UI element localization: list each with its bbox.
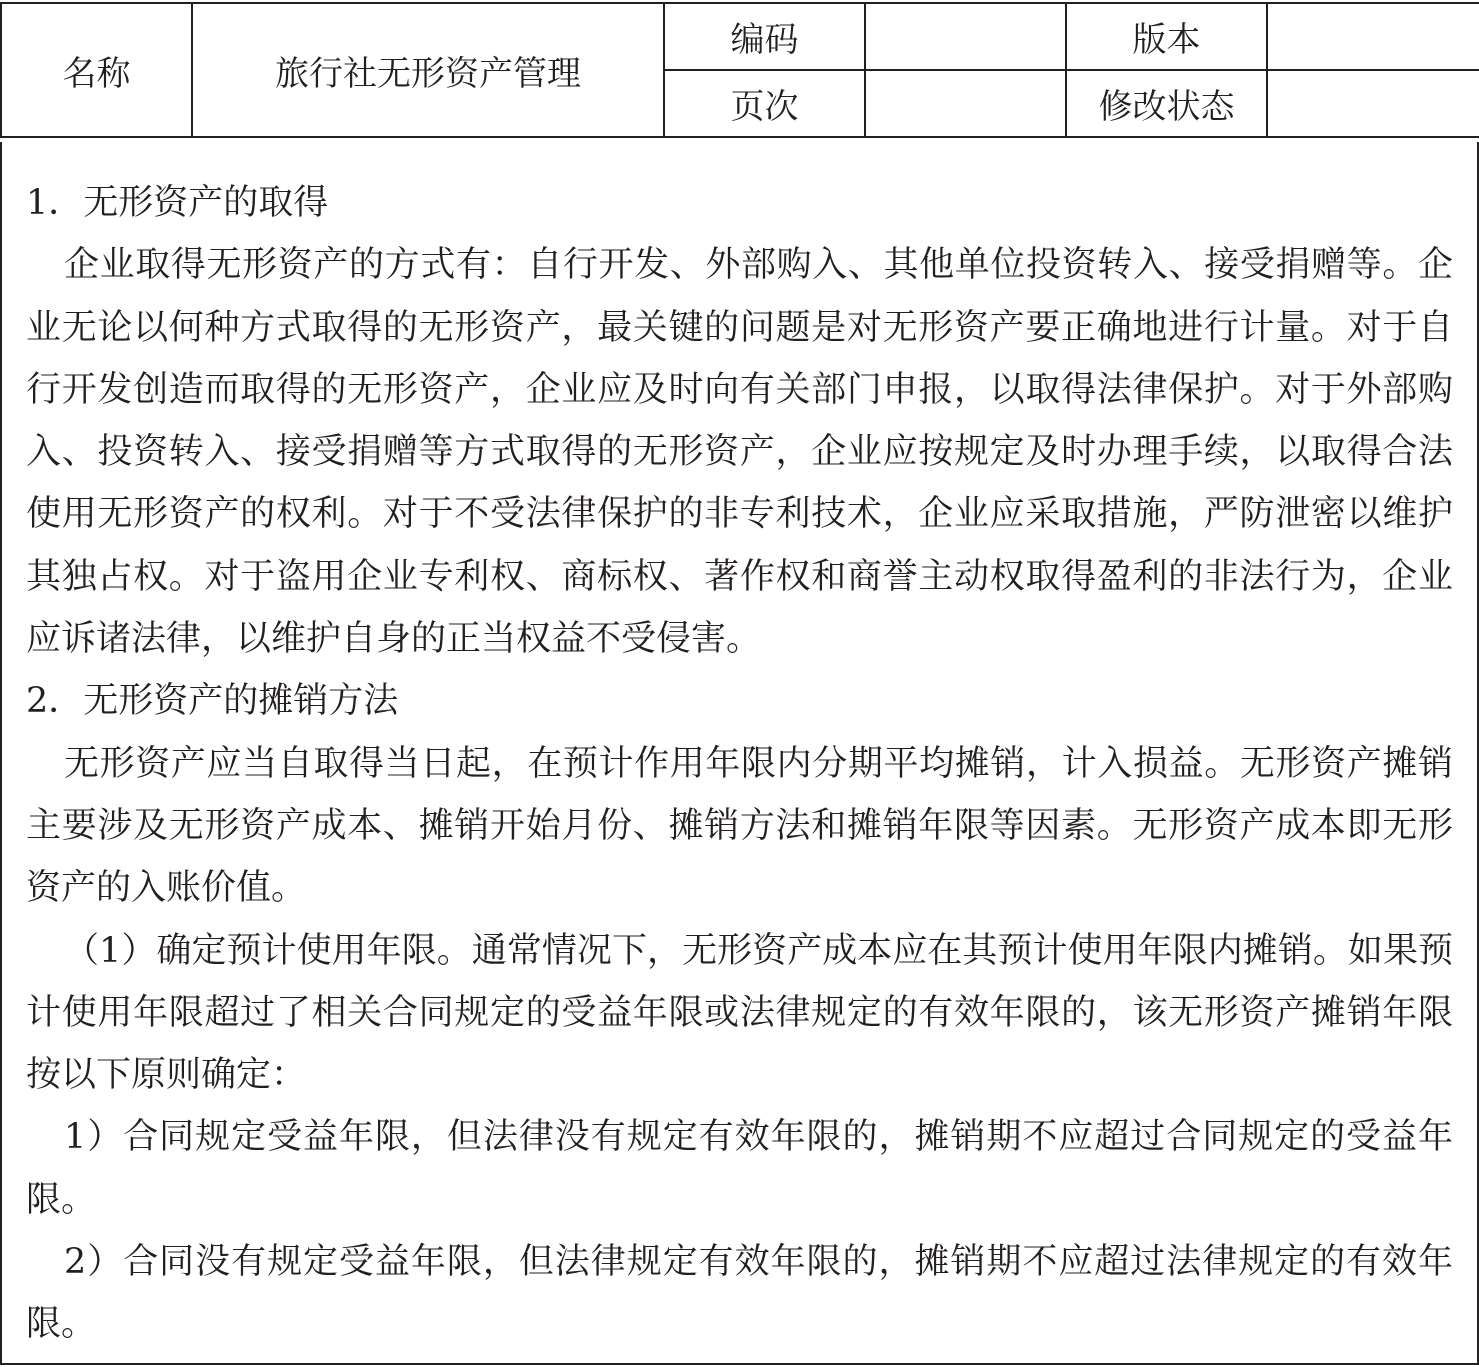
paragraph: （1）确定预计使用年限。通常情况下，无形资产成本应在其预计使用年限内摊销。如果预计使用年限超过了相关合同规定的受益年限或法律规定的有效年限的，该无形资产摊销年限按以下原则确定： (26, 930, 1453, 1096)
page-label: 页次 (664, 70, 865, 137)
page-value (865, 70, 1066, 137)
revision-value (1267, 70, 1479, 137)
version-label: 版本 (1066, 3, 1267, 70)
section-heading: 2．无形资产的摊销方法 (26, 681, 399, 722)
header-table (0, 2, 1479, 138)
version-value (1267, 3, 1479, 70)
revision-label: 修改状态 (1066, 70, 1267, 137)
paragraph: 企业取得无形资产的方式有：自行开发、外部购入、其他单位投资转入、接受捐赠等。企业无论以何种方式取得的无形资产，最关键的问题是对无形资产要正确地进行计量。对于自行开发创造而取得的无形资产，企业应及时向有关部门申报，以取得法律保护。对于外部购入、投资转入、接受捐赠等方式取得的无形资产，企业应按规定及时办理手续，以取得合法使用无形资产的权利。对于不受法律保护的非专利技术，企业应采取措施，严防泄密以维护其独占权。对于盗用企业专利权、商标权、著作权和商誉主动权取得盈利的非法行为，企业应诉诸法律，以维护自身的正当权益不受侵害。 (26, 245, 1453, 660)
paragraph: 无形资产应当自取得当日起，在预计作用年限内分期平均摊销，计入损益。无形资产摊销主要涉及无形资产成本、摊销开始月份、摊销方法和摊销年限等因素。无形资产成本即无形资产的入账价值。 (26, 743, 1453, 909)
list-item: 1）合同规定受益年限，但法律没有规定有效年限的，摊销期不应超过合同规定的受益年限。 (26, 1117, 1453, 1220)
name-value: 旅行社无形资产管理 (192, 3, 664, 137)
code-label: 编码 (664, 3, 865, 70)
content-body (0, 142, 1479, 1365)
list-item: 2）合同没有规定受益年限，但法律规定有效年限的，摊销期不应超过法律规定的有效年限。 (26, 1242, 1453, 1345)
name-label: 名称 (1, 3, 192, 137)
section-heading: 1．无形资产的取得 (26, 183, 329, 223)
code-value (865, 3, 1066, 70)
